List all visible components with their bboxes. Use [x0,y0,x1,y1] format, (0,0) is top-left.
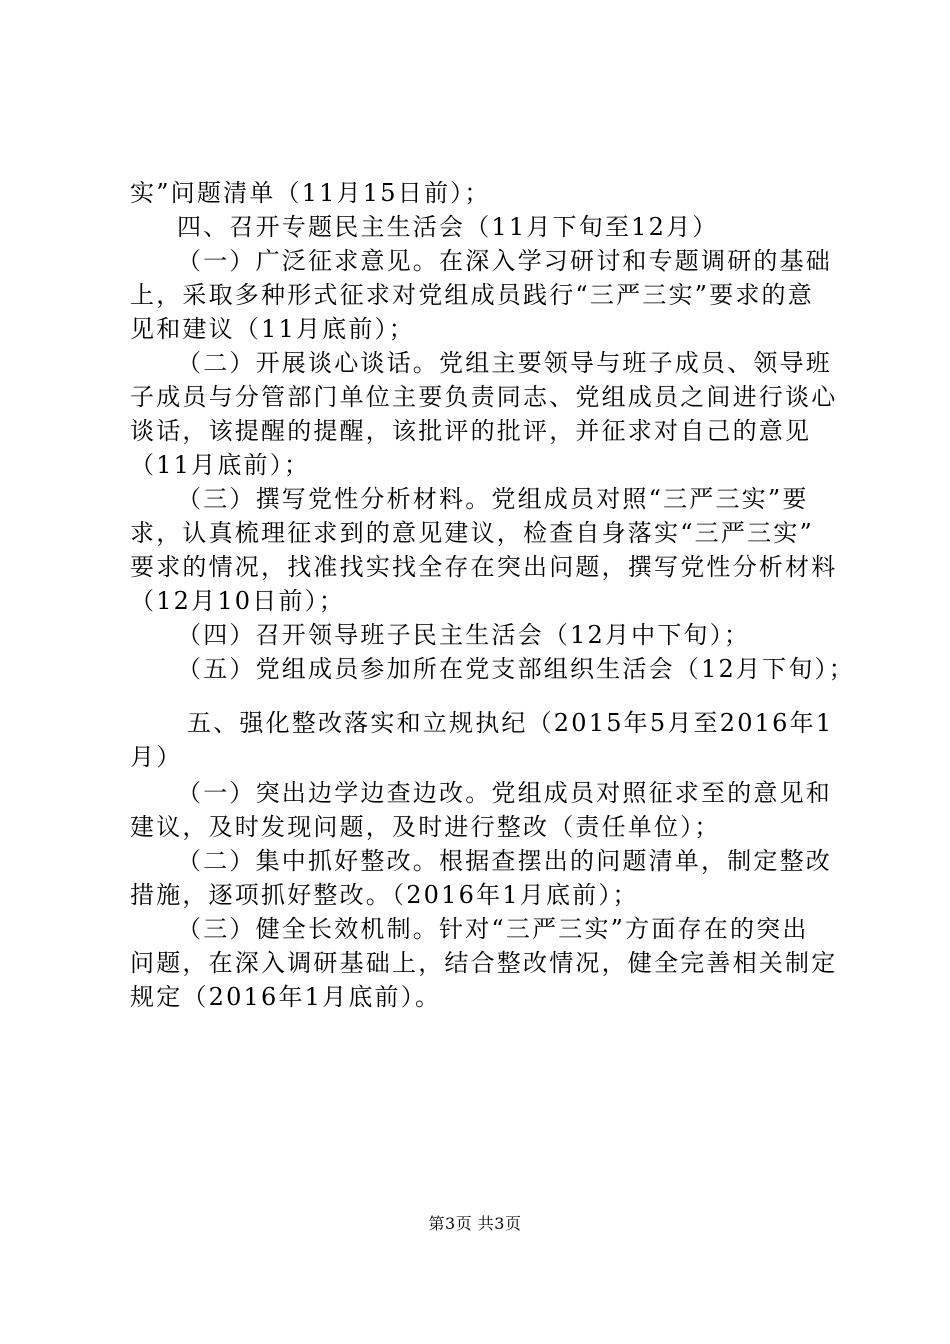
text-line: 措施，逐项抓好整改。（2016年1月底前）； [130,881,639,909]
text-line: （五）党组成员参加所在党支部组织生活会（12月下旬）； [177,655,855,683]
text-line: 实”问题清单（11月15日前）； [130,179,491,207]
text-line: （二）集中抓好整改。根据查摆出的问题清单，制定整改 [177,847,832,875]
text-line: 求，认真梳理征求到的意见建议，检查自身落实“三严三实” [130,519,814,547]
text-line: （一）广泛征求意见。在深入学习研讨和专题调研的基础 [177,247,832,275]
text-line: （一）突出边学边查边改。党组成员对照征求至的意见和 [177,779,832,807]
text-line: （三）撰写党性分析材料。党组成员对照“三严三实”要 [177,485,809,513]
section-heading: 四、召开专题民主生活会（11月下旬至12月） [177,213,719,241]
text-line: （二）开展谈心谈话。党组主要领导与班子成员、领导班 [177,349,832,377]
text-line: 问题，在深入调研基础上，结合整改情况，健全完善相关制定 [130,949,838,977]
text-line: 建议，及时发现问题，及时进行整改（责任单位）； [130,813,721,841]
text-line: 要求的情况，找准找实找全存在突出问题，撰写党性分析材料 [130,553,838,581]
text-line: （四）召开领导班子民主生活会（12月中下旬）； [177,621,751,649]
text-line: 月） [130,743,183,771]
section-heading: 五、强化整改落实和立规执纪（2015年5月至2016年1 [187,709,834,737]
text-line: （12月10日前）； [130,587,346,615]
text-line: 谈话，该提醒的提醒，该批评的批评，并征求对自己的意见 [130,417,812,445]
text-line: 见和建议（11月底前）； [130,315,415,343]
page-footer: 第3页 共3页 [428,1214,522,1233]
text-line: （三）健全长效机制。针对“三严三实”方面存在的突出 [177,915,809,943]
text-line: 子成员与分管部门单位主要负责同志、党组成员之间进行谈心 [130,383,838,411]
text-line: 上，采取多种形式征求对党组成员践行“三严三实”要求的意 [130,281,814,309]
text-line: 规定（2016年1月底前）。 [130,983,442,1011]
text-line: （11月底前）； [130,451,311,479]
